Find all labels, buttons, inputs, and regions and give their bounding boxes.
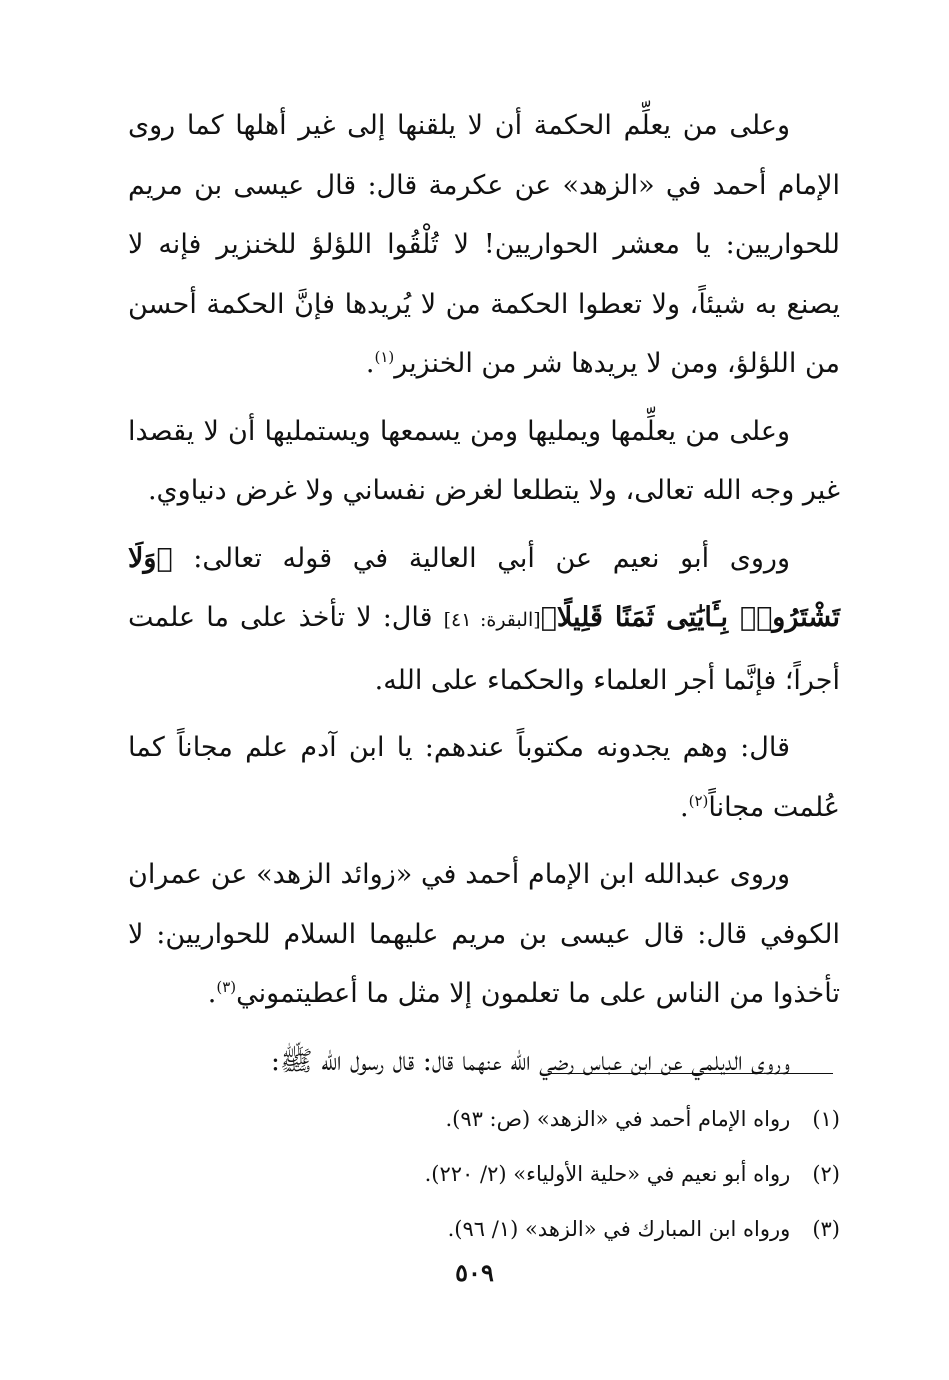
footnote-3-text: ورواه ابن المبارك في «الزهد» (١/ ٩٦). xyxy=(447,1217,791,1241)
footnote-ref-1: (١) xyxy=(374,348,395,366)
footnotes xyxy=(128,1092,840,1257)
footnote-2 xyxy=(128,1147,840,1202)
paragraph-1 xyxy=(128,96,840,394)
paragraph-4 xyxy=(128,718,840,837)
paragraph-1-text: وعلى من يعلِّم الحكمة أن لا يلقنها إلى غير أهلها كما روى الإمام أحمد في «الزهد» عن عكرمة قال: قال عيسى بن مريم للحواريين: يا معشر الحواريين! لا تُلْقُوا اللؤلؤ للخنزير فإنه لا يصنع به شيئاً، ولا تعطوا الحكمة من لا يُريدها فإنَّ الحكمة أحسن من اللؤلؤ، ومن لا يريدها شر من الخنزير xyxy=(128,110,840,379)
footnote-ref-2: (٢) xyxy=(688,791,709,810)
paragraph-5 xyxy=(128,845,840,1024)
footnote-1 xyxy=(128,1092,840,1147)
paragraph-1-end: . xyxy=(365,348,375,379)
footnote-3-number: (٣) xyxy=(812,1217,840,1241)
paragraph-5-text: وروى عبدالله ابن الإمام أحمد في «زوائد الزهد» عن عمران الكوفي قال: قال عيسى بن مريم عليهما السلام للحواريين: لا تأخذوا من الناس على ما تعلمون إلا مثل ما أعطيتموني xyxy=(128,859,840,1009)
paragraph-3 xyxy=(128,529,840,711)
footnote-1-number: (١) xyxy=(812,1107,840,1131)
footnote-separator xyxy=(548,1073,833,1074)
quran-verse: ﴿وَلَا تَشْتَرُوا۟ بِـَٔايَٰتِى ثَمَنًا قَلِيلًا﴾ xyxy=(128,542,840,633)
footnote-2-number: (٢) xyxy=(812,1162,840,1186)
page-number: ٥٠٩ xyxy=(455,1258,494,1287)
paragraph-4-end: . xyxy=(680,791,689,823)
footnote-ref-3: (٣) xyxy=(216,978,237,996)
footnote-1-text: رواه الإمام أحمد في «الزهد» (ص: ٩٣). xyxy=(445,1107,791,1131)
paragraph-5-end: . xyxy=(207,978,217,1009)
main-text xyxy=(128,96,840,1099)
paragraph-3-text: وروى أبو نعيم عن أبي العالية في قوله تعالى: xyxy=(172,542,790,574)
paragraph-3-end: قال: لا تأخذ على ما علمت أجراً؛ فإنَّما أجر العلماء والحكماء على الله. xyxy=(128,602,840,696)
verse-reference: [البقرة: ٤١] xyxy=(443,609,541,631)
paragraph-6: وروى الديلمي عن ابن عباس رضي الله عنهما قال: قال رسول الله ﷺ: xyxy=(270,1045,790,1077)
paragraph-4-text: قال: وهم يجدونه مكتوباً عندهم: يا ابن آدم علم مجاناً كما عُلمت مجاناً xyxy=(128,732,840,823)
paragraph-2: وعلى من يعلِّمها ويمليها ومن يسمعها ويستمليها أن لا يقصدا غير وجه الله تعالى، ولا يتطلعا لغرض نفساني ولا غرض دنياوي. xyxy=(128,415,840,506)
footnote-2-text: رواه أبو نعيم في «حلية الأولياء» (٢/ ٢٢٠). xyxy=(424,1162,791,1186)
footnote-3 xyxy=(128,1202,840,1257)
